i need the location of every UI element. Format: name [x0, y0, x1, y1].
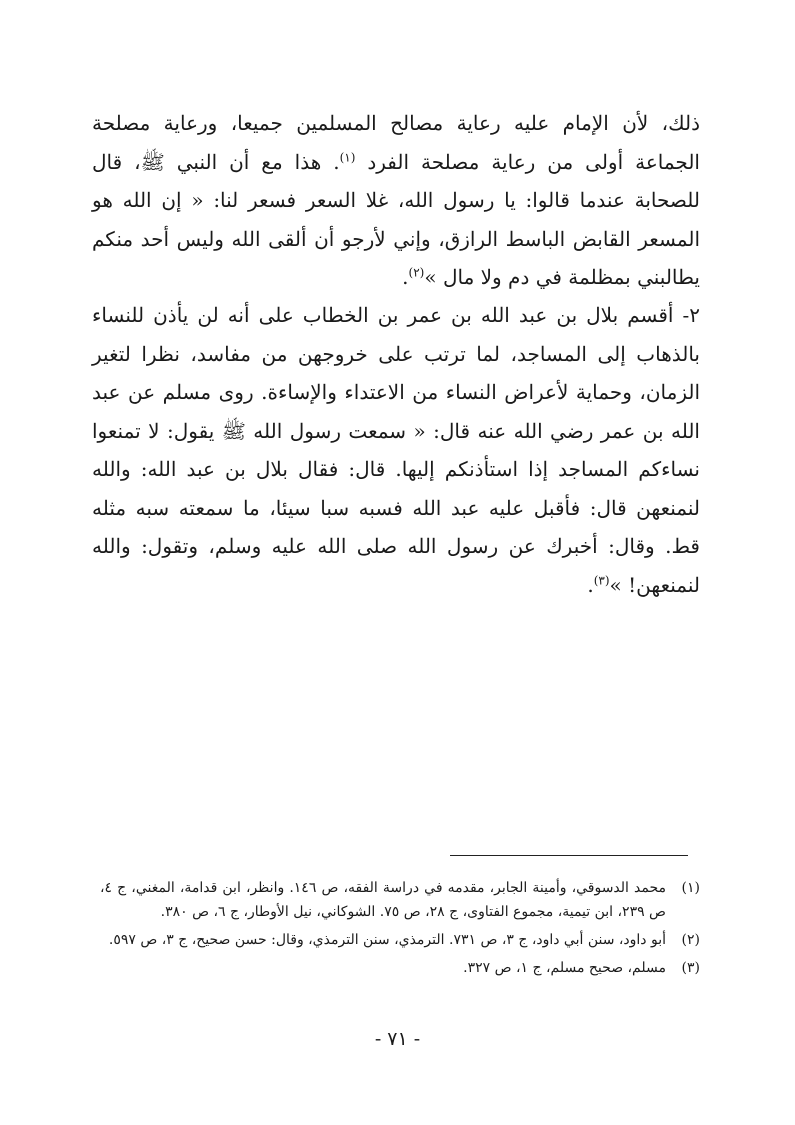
- paragraph-2-end: .: [587, 572, 594, 597]
- paragraph-1-end: .: [402, 265, 409, 289]
- footnote-number: (٣): [681, 960, 700, 976]
- footnote-number: (٢): [681, 932, 700, 948]
- body-paragraph-2: [92, 296, 700, 604]
- footnote-ref-2[interactable]: (٢): [408, 265, 425, 280]
- footnote-text: محمد الدسوقي، وأمينة الجابر، مقدمه في دراسة الفقه، ص ١٤٦. وانظر، ابن قدامة، المغني، ج ٤، ص ٢٣٩، ابن تيمية، مجموع الفتاوى، ج ٢٨، ص ٧٥. الشوكاني، نيل الأوطار، ج ٦، ص ٣٨٠.: [100, 880, 667, 920]
- footnote-divider: [450, 855, 688, 856]
- paragraph-1-text: ذلك، لأن الإمام عليه رعاية مصالح المسلمين جميعا، ورعاية مصلحة الجماعة أولى من رعاية مصلحة الفرد: [92, 111, 700, 174]
- footnote-ref-3[interactable]: (٣): [593, 572, 610, 587]
- footnote-number: (١): [681, 880, 700, 896]
- footnote-1: [100, 876, 700, 924]
- footnotes-section: [100, 876, 700, 984]
- footnote-2: [100, 928, 700, 952]
- page-number: - ٧١ -: [374, 1028, 421, 1050]
- footnote-3: [100, 956, 700, 980]
- paragraph-2-text: ٢- أقسم بلال بن عبد الله بن عمر بن الخطاب على أنه لن يأذن للنساء بالذهاب إلى المساجد، لما ترتب على خروجهن من مفاسد، نظرا لتغير الزمان، وحماية لأعراض النساء من الاعتداء والإساءة. روى مسلم عن عبد الله بن عمر رضي الله عنه قال: « سمعت رسول الله ﷺ يقول: لا تمنعوا نساءكم المساجد إذا استأذنكم إليها. قال: فقال بلال بن عبد الله: والله لنمنعهن قال: فأقبل عليه عبد الله فسبه سبا سيئا، ما سمعته سبه مثله قط. وقال: أخبرك عن رسول الله صلى الله عليه وسلم، وتقول: والله لنمنعهن! »: [92, 303, 700, 597]
- footnote-text: مسلم، صحيح مسلم، ج ١، ص ٣٢٧.: [463, 960, 666, 976]
- body-paragraph-1: [92, 104, 700, 297]
- footnote-text: أبو داود، سنن أبي داود، ج ٣، ص ٧٣١. الترمذي، سنن الترمذي، وقال: حسن صحيح، ج ٣، ص ٥٩٧.: [108, 932, 666, 948]
- paragraph-1-text-cont: . هذا مع أن النبي ﷺ، قال للصحابة عندما قالوا: يا رسول الله، غلا السعر فسعر لنا: « إن الله هو المسعر القابض الباسط الرازق، وإني لأرجو أن ألقى الله وليس أحد منكم يطالبني بمظلمة في دم ولا مال »: [92, 149, 700, 289]
- footnote-ref-1[interactable]: (١): [339, 149, 356, 164]
